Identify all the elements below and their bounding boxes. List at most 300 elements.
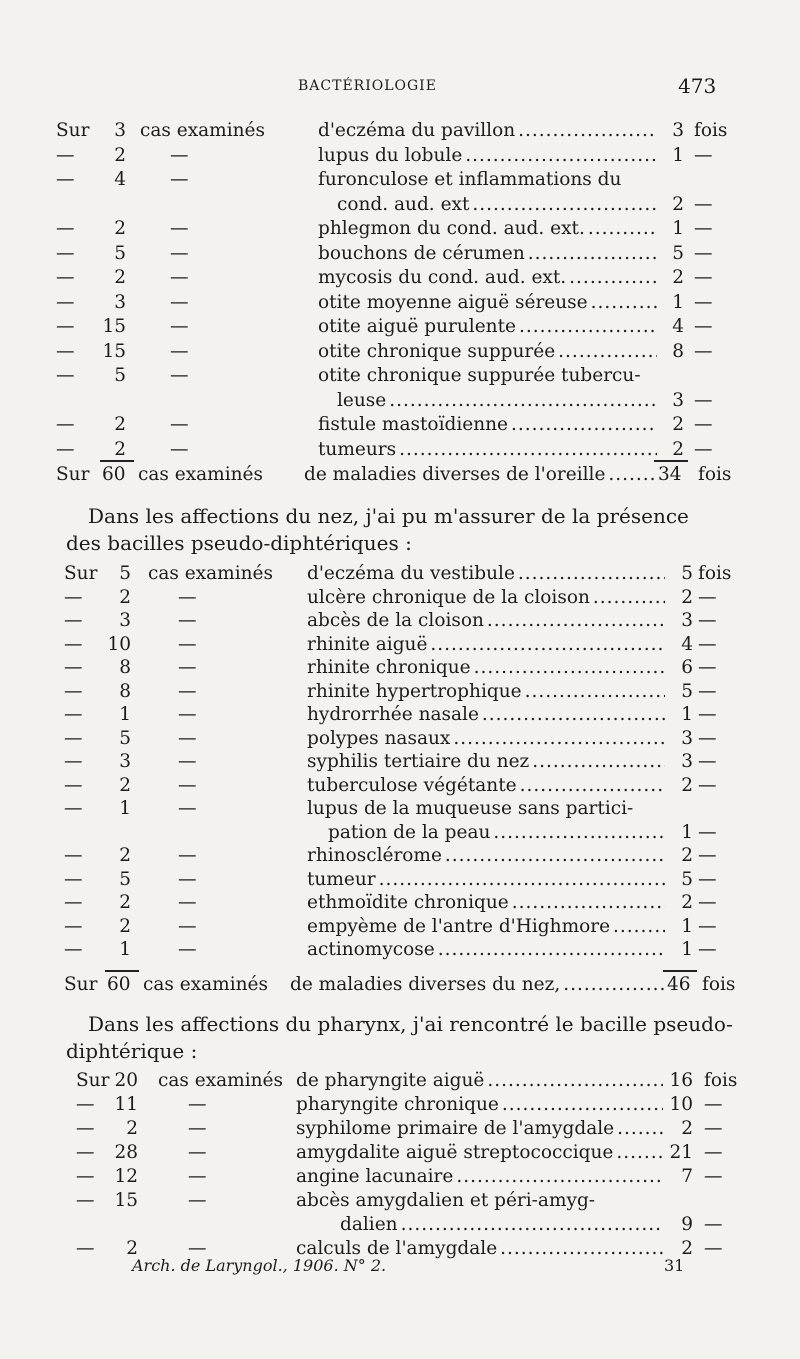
sum-rule <box>663 970 697 972</box>
journal-citation: Arch. de Laryngol., 1906. N° 2. <box>132 1256 387 1275</box>
table-row <box>0 821 800 845</box>
condition-label: cond. aud. ext <box>337 193 470 215</box>
examined-label: — <box>178 727 197 749</box>
examined-label: — <box>188 1118 207 1139</box>
paragraph-line: diphtérique : <box>66 1039 198 1063</box>
examined-label: — <box>178 704 197 725</box>
positive-count: 7 <box>681 1166 693 1187</box>
cases-count: 3 <box>114 291 126 313</box>
condition-label: bouchons de cérumen <box>318 242 525 264</box>
examined-label: — <box>170 340 189 362</box>
prefix-cell: — <box>56 291 75 313</box>
condition-label: lupus du lobule <box>318 144 463 166</box>
footer <box>0 1256 800 1282</box>
total-positive: 46 <box>667 974 691 995</box>
examined-label: — <box>170 438 189 460</box>
condition-label: ethmoïdite chronique <box>307 892 509 913</box>
dot-leader <box>569 266 657 290</box>
prefix-cell: — <box>76 1166 95 1187</box>
cases-count: 15 <box>102 316 126 337</box>
paragraph-line: Dans les affections du pharynx, j'ai rencontré le bacille pseudo- <box>88 1012 733 1036</box>
prefix-cell: — <box>56 340 75 362</box>
dot-leader <box>518 562 665 586</box>
cases-count: 8 <box>119 680 131 702</box>
table-row <box>0 1141 800 1165</box>
examined-label: — <box>170 291 189 313</box>
cases-count: 2 <box>119 915 131 937</box>
prefix-cell: — <box>64 657 83 678</box>
table-row <box>0 1213 800 1237</box>
condition-label: hydrorrhée nasale <box>307 704 479 725</box>
examined-label: — <box>178 868 197 890</box>
condition-label: otite moyenne aiguë séreuse <box>318 291 588 313</box>
examined-label: — <box>178 657 197 678</box>
total-row <box>0 463 800 487</box>
examined-label: — <box>170 144 189 166</box>
examined-label: — <box>170 218 189 239</box>
positive-count: 2 <box>681 845 693 866</box>
table-row <box>0 364 800 389</box>
page-number: 473 <box>678 74 717 98</box>
total-cases: 60 <box>107 974 131 995</box>
table-row <box>0 340 800 365</box>
header-title: BACTÉRIOLOGIE <box>298 78 437 94</box>
examined-label: — <box>170 267 189 288</box>
unit-label: — <box>694 144 713 166</box>
unit-label: — <box>694 267 713 288</box>
positive-count: 5 <box>681 563 693 584</box>
positive-count: 16 <box>669 1070 693 1091</box>
dot-leader <box>465 144 657 168</box>
table-row <box>0 291 800 316</box>
cases-count: 2 <box>119 845 131 866</box>
positive-count: 5 <box>681 680 693 702</box>
examined-label: — <box>178 751 197 772</box>
unit-label: — <box>694 438 713 460</box>
total-row <box>0 973 800 997</box>
condition-label: tumeur <box>307 868 376 890</box>
cases-count: 2 <box>119 892 131 913</box>
cases-count: 28 <box>114 1142 138 1163</box>
unit-label: — <box>698 845 717 866</box>
dot-leader <box>520 774 665 798</box>
unit-label: — <box>698 633 717 655</box>
dot-leader <box>430 633 665 657</box>
examined-label: — <box>188 1166 207 1187</box>
cases-count: 4 <box>114 169 126 190</box>
prefix-cell: — <box>64 727 83 749</box>
prefix-cell: — <box>64 939 83 960</box>
unit-label: — <box>694 340 713 362</box>
dot-leader <box>518 119 657 143</box>
unit-label: fois <box>698 563 732 584</box>
condition-label: syphilis tertiaire du nez <box>307 751 530 772</box>
examined-label: — <box>178 892 197 913</box>
positive-count: 1 <box>681 704 693 725</box>
table-row <box>0 868 800 892</box>
dot-leader <box>493 821 665 845</box>
positive-count: 2 <box>681 1238 693 1259</box>
positive-count: 21 <box>669 1142 693 1163</box>
examined-label: — <box>170 316 189 337</box>
condition-label: rhinosclérome <box>307 845 442 866</box>
table-row <box>0 774 800 798</box>
prefix-cell: — <box>76 1142 95 1163</box>
prefix-cell: — <box>64 798 83 819</box>
cases-count: 3 <box>114 120 126 141</box>
condition-label: actinomycose <box>307 939 435 960</box>
ear-cases-table <box>0 119 800 462</box>
sum-rule <box>105 970 139 972</box>
condition-label: de maladies diverses du nez, <box>290 974 561 995</box>
prefix-cell: — <box>64 845 83 866</box>
unit-label: — <box>704 1142 723 1163</box>
condition-label: pharyngite chronique <box>296 1094 499 1115</box>
cases-count: 2 <box>114 267 126 288</box>
positive-count: 1 <box>672 144 684 166</box>
prefix-cell: — <box>76 1118 95 1139</box>
table-row <box>0 266 800 291</box>
dot-leader <box>456 1165 663 1189</box>
condition-label: furonculose et inflammations du <box>318 169 622 190</box>
condition-label: dalien <box>340 1214 398 1235</box>
prefix-cell: — <box>56 218 75 239</box>
unit-label: — <box>704 1166 723 1187</box>
unit-label: — <box>698 821 717 843</box>
unit-label: — <box>698 915 717 937</box>
table-row <box>0 119 800 144</box>
prefix-cell: — <box>56 365 75 386</box>
dot-leader <box>438 938 665 962</box>
cases-count: 15 <box>114 1190 138 1211</box>
cases-count: 2 <box>114 218 126 239</box>
total-cases: 60 <box>102 464 126 485</box>
dot-leader <box>617 1117 663 1141</box>
cases-count: 11 <box>114 1094 138 1115</box>
prefix-cell: Sur <box>76 1070 110 1091</box>
unit-label: fois <box>698 464 732 485</box>
unit-label: — <box>694 218 713 239</box>
cases-count: 10 <box>107 633 131 655</box>
unit-label: — <box>698 680 717 702</box>
running-header <box>0 74 800 104</box>
total-positive: 34 <box>658 464 682 485</box>
table-row <box>0 609 800 633</box>
unit-label: — <box>704 1118 723 1139</box>
dot-leader <box>401 1213 663 1237</box>
dot-leader <box>519 315 657 339</box>
table-row <box>0 1165 800 1189</box>
cases-count: 15 <box>102 340 126 362</box>
cases-count: 1 <box>119 939 131 960</box>
unit-label: — <box>704 1238 723 1259</box>
unit-label: fois <box>702 974 736 995</box>
examined-label: — <box>178 798 197 819</box>
table-row <box>0 891 800 915</box>
dot-leader <box>502 1093 663 1117</box>
dot-leader <box>399 438 657 462</box>
signature-mark: 31 <box>664 1256 685 1275</box>
condition-label: lupus de la muqueuse sans partici- <box>307 798 634 819</box>
condition-label: leuse <box>337 389 387 411</box>
unit-label: — <box>694 389 713 411</box>
cases-count: 2 <box>114 438 126 460</box>
unit-label: fois <box>704 1070 738 1091</box>
prefix-cell: — <box>56 267 75 288</box>
dot-leader <box>472 193 657 217</box>
dot-leader <box>532 750 665 774</box>
unit-label: — <box>698 704 717 725</box>
prefix-cell: — <box>64 774 83 796</box>
unit-label: — <box>704 1094 723 1115</box>
condition-label: rhinite chronique <box>307 657 471 678</box>
dot-leader <box>445 844 665 868</box>
condition-label: empyème de l'antre d'Highmore <box>307 915 611 937</box>
prefix-cell: — <box>56 414 75 435</box>
prefix-cell: — <box>64 915 83 937</box>
table-row <box>0 680 800 704</box>
condition-label: pation de la peau <box>328 821 491 843</box>
table-row <box>0 797 800 821</box>
sum-rule <box>100 460 134 462</box>
dot-leader <box>512 891 665 915</box>
condition-label: phlegmon du cond. aud. ext. <box>318 218 585 239</box>
prefix-cell: — <box>64 633 83 655</box>
examined-label: — <box>178 845 197 866</box>
unit-label: — <box>698 751 717 772</box>
prefix-cell: Sur <box>64 974 98 995</box>
condition-label: mycosis du cond. aud. ext. <box>318 267 567 288</box>
paragraph-line: Dans les affections du nez, j'ai pu m'assurer de la présence <box>88 504 689 528</box>
unit-label: — <box>698 939 717 960</box>
table-row <box>0 1093 800 1117</box>
paragraph-pharynx <box>66 1011 736 1065</box>
unit-label: — <box>694 316 713 337</box>
condition-label: syphilome primaire de l'amygdale <box>296 1118 615 1139</box>
prefix-cell: — <box>76 1190 95 1211</box>
cases-count: 20 <box>114 1070 138 1091</box>
condition-label: otite aiguë purulente <box>318 316 516 337</box>
dot-leader <box>525 680 665 704</box>
prefix-cell: — <box>64 704 83 725</box>
positive-count: 3 <box>672 120 684 141</box>
cases-count: 2 <box>119 586 131 608</box>
dot-leader <box>591 291 657 315</box>
table-row <box>0 242 800 267</box>
cases-count: 3 <box>119 610 131 631</box>
unit-label: — <box>698 868 717 890</box>
dot-leader <box>616 1141 663 1165</box>
table-row <box>0 586 800 610</box>
examined-label: — <box>178 680 197 702</box>
table-row <box>0 562 800 586</box>
table-row <box>0 315 800 340</box>
cases-count: 8 <box>119 657 131 678</box>
unit-label: — <box>694 414 713 435</box>
prefix-cell: — <box>56 169 75 190</box>
prefix-cell: Sur <box>64 563 98 584</box>
prefix-cell: — <box>64 586 83 608</box>
prefix-cell: — <box>64 751 83 772</box>
condition-label: rhinite aiguë <box>307 633 428 655</box>
positive-count: 3 <box>681 727 693 749</box>
table-row <box>0 727 800 751</box>
dot-leader <box>608 463 657 487</box>
table-row <box>0 144 800 169</box>
table-row <box>0 168 800 193</box>
prefix-cell: Sur <box>56 120 90 141</box>
table-row <box>0 193 800 218</box>
paragraph-nose <box>66 503 736 557</box>
positive-count: 2 <box>672 438 684 460</box>
examined-label: — <box>178 633 197 655</box>
prefix-cell: — <box>56 144 75 166</box>
examined-label: — <box>178 774 197 796</box>
pharynx-cases-table <box>0 1069 800 1261</box>
unit-label: — <box>694 242 713 264</box>
condition-label: calculs de l'amygdale <box>296 1238 498 1259</box>
prefix-cell: — <box>64 610 83 631</box>
positive-count: 1 <box>681 939 693 960</box>
cases-count: 5 <box>119 563 131 584</box>
examined-label: — <box>188 1238 207 1259</box>
positive-count: 4 <box>681 633 693 655</box>
unit-label: — <box>694 291 713 313</box>
positive-count: 2 <box>672 193 684 215</box>
cases-count: 12 <box>114 1166 138 1187</box>
unit-label: — <box>698 892 717 913</box>
examined-label: — <box>178 915 197 937</box>
cases-count: 2 <box>119 774 131 796</box>
examined-label: — <box>178 939 197 960</box>
positive-count: 2 <box>681 1118 693 1139</box>
dot-leader <box>482 703 665 727</box>
table-row <box>0 656 800 680</box>
unit-label: fois <box>694 120 728 141</box>
positive-count: 5 <box>681 868 693 890</box>
positive-count: 3 <box>681 751 693 772</box>
prefix-cell: — <box>64 892 83 913</box>
positive-count: 5 <box>672 242 684 264</box>
dot-leader <box>588 217 657 241</box>
condition-label: amygdalite aiguë streptococcique <box>296 1142 614 1163</box>
dot-leader <box>379 868 665 892</box>
unit-label: — <box>698 586 717 608</box>
cases-count: 2 <box>114 414 126 435</box>
table-row <box>0 938 800 962</box>
dot-leader <box>511 413 657 437</box>
examined-label: — <box>188 1142 207 1163</box>
positive-count: 6 <box>681 657 693 678</box>
dot-leader <box>613 915 665 939</box>
unit-label: — <box>698 727 717 749</box>
examined-label: — <box>188 1094 207 1115</box>
examined-label: cas examinés <box>138 464 263 485</box>
dot-leader <box>563 973 665 997</box>
positive-count: 3 <box>681 610 693 631</box>
dot-leader <box>528 242 657 266</box>
cases-count: 1 <box>119 704 131 725</box>
dot-leader <box>389 389 657 413</box>
condition-label: d'eczéma du pavillon <box>318 120 516 141</box>
condition-label: tumeurs <box>318 438 397 460</box>
positive-count: 8 <box>672 340 684 362</box>
cases-count: 2 <box>114 144 126 166</box>
examined-label: — <box>170 169 189 190</box>
examined-label: cas examinés <box>140 120 265 141</box>
dot-leader <box>487 1069 663 1093</box>
table-row <box>0 1189 800 1213</box>
table-row <box>0 413 800 438</box>
prefix-cell: — <box>56 438 75 460</box>
condition-label: polypes nasaux <box>307 727 451 749</box>
positive-count: 9 <box>681 1214 693 1235</box>
examined-label: — <box>170 242 189 264</box>
positive-count: 4 <box>672 316 684 337</box>
dot-leader <box>593 586 665 610</box>
cases-count: 2 <box>126 1118 138 1139</box>
positive-count: 1 <box>681 915 693 937</box>
examined-label: cas examinés <box>143 974 268 995</box>
positive-count: 1 <box>672 291 684 313</box>
dot-leader <box>558 340 657 364</box>
paragraph-line: des bacilles pseudo-diphtériques : <box>66 531 412 555</box>
dot-leader <box>474 656 665 680</box>
examined-label: cas examinés <box>148 563 273 584</box>
condition-label: tuberculose végétante <box>307 774 517 796</box>
condition-label: ulcère chronique de la cloison <box>307 586 590 608</box>
condition-label: abcès amygdalien et péri-amyg- <box>296 1190 596 1211</box>
table-row <box>0 844 800 868</box>
cases-count: 3 <box>119 751 131 772</box>
condition-label: abcès de la cloison <box>307 610 484 631</box>
examined-label: — <box>170 414 189 435</box>
unit-label: — <box>694 193 713 215</box>
examined-label: — <box>188 1190 207 1211</box>
examined-label: — <box>170 365 189 386</box>
positive-count: 1 <box>672 218 684 239</box>
table-row <box>0 750 800 774</box>
prefix-cell: — <box>64 680 83 702</box>
condition-label: angine lacunaire <box>296 1166 454 1187</box>
table-row <box>0 1069 800 1093</box>
table-row <box>0 1117 800 1141</box>
positive-count: 1 <box>681 821 693 843</box>
nose-cases-table <box>0 562 800 962</box>
table-row <box>0 438 800 463</box>
condition-label: d'eczéma du vestibule <box>307 563 515 584</box>
table-row <box>0 389 800 414</box>
unit-label: — <box>698 774 717 796</box>
condition-label: de maladies diverses de l'oreille <box>304 464 606 485</box>
dot-leader <box>453 727 665 751</box>
unit-label: — <box>704 1214 723 1235</box>
condition-label: otite chronique suppurée <box>318 340 556 362</box>
prefix-cell: — <box>56 316 75 337</box>
positive-count: 2 <box>672 414 684 435</box>
positive-count: 10 <box>669 1094 693 1115</box>
cases-count: 5 <box>114 365 126 386</box>
condition-label: otite chronique suppurée tubercu- <box>318 365 641 386</box>
table-row <box>0 633 800 657</box>
examined-label: — <box>178 610 197 631</box>
examined-label: cas examinés <box>158 1070 283 1091</box>
cases-count: 2 <box>126 1238 138 1259</box>
prefix-cell: — <box>76 1094 95 1115</box>
cases-count: 5 <box>114 242 126 264</box>
unit-label: — <box>698 657 717 678</box>
condition-label: fistule mastoïdienne <box>318 414 508 435</box>
